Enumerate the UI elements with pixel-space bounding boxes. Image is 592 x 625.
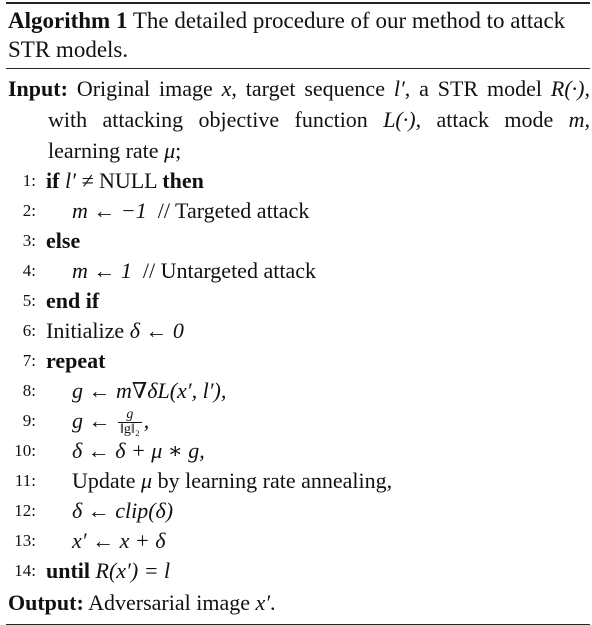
input-spec <box>6 69 590 166</box>
input-text: , with attacking objective function <box>48 76 590 132</box>
algorithm-lines <box>6 166 590 586</box>
output-text: Adversarial image <box>88 590 256 615</box>
fraction-numerator: g <box>118 408 142 423</box>
input-text: , a STR model <box>404 76 551 101</box>
algo-line-3 <box>6 226 590 256</box>
math-expr: m ← 1 <box>72 258 132 283</box>
math-expr: g ← <box>72 408 116 433</box>
line-number: 1: <box>22 171 36 190</box>
fraction-denominator: ‖g‖₂ <box>120 422 140 438</box>
line-number: 6: <box>22 321 36 340</box>
algo-line-1 <box>6 166 590 196</box>
keyword: end if <box>46 288 100 313</box>
input-text: , attack mode <box>415 107 569 132</box>
line-number: 5: <box>22 291 36 310</box>
algo-line-12 <box>6 496 590 526</box>
caption-label: Algorithm 1 <box>8 8 128 33</box>
algo-line-10 <box>6 436 590 466</box>
line-number: 14: <box>14 561 36 580</box>
math-expr: m ← −1 <box>72 198 147 223</box>
algorithm-caption <box>6 4 590 68</box>
line-number: 9: <box>22 411 36 430</box>
line-number: 4: <box>22 261 36 280</box>
plain-text: NULL <box>98 168 157 193</box>
caption-text: The detailed procedure of our method to attack STR models. <box>8 8 566 62</box>
input-var-mu: μ <box>164 138 176 163</box>
math-expr: g ← m∇δL(x′, l′), <box>72 378 227 403</box>
input-var-m: m <box>568 107 585 132</box>
line-number: 13: <box>14 531 36 550</box>
fraction <box>118 408 142 437</box>
output-tail: . <box>270 590 276 615</box>
input-text: ; <box>175 138 182 163</box>
algo-line-9 <box>6 406 590 436</box>
algo-line-6 <box>6 316 590 346</box>
input-text: Original image <box>76 76 222 101</box>
algo-line-2 <box>6 196 590 226</box>
output-spec <box>6 586 590 624</box>
math-expr: δ ← δ + μ ∗ g, <box>72 438 205 463</box>
input-label: Input: <box>8 76 68 101</box>
algo-line-8 <box>6 376 590 406</box>
output-var-x-prime: x′ <box>255 590 271 615</box>
output-label: Output: <box>8 590 84 615</box>
line-number: 3: <box>22 231 36 250</box>
plain-text: Update <box>72 468 142 493</box>
keyword: if <box>46 168 60 193</box>
algo-line-5 <box>6 286 590 316</box>
keyword: then <box>162 168 204 193</box>
line-number: 12: <box>14 501 36 520</box>
math-expr: μ <box>141 468 153 493</box>
comment: // Targeted attack <box>157 198 310 223</box>
keyword: else <box>46 228 81 253</box>
keyword: repeat <box>46 348 106 373</box>
line-number: 7: <box>22 351 36 370</box>
math-expr: R(x′) = l <box>95 558 171 583</box>
keyword: until <box>46 558 91 583</box>
input-var-L: L(·) <box>383 107 416 132</box>
algo-line-4 <box>6 256 590 286</box>
line-number: 8: <box>22 381 36 400</box>
input-text: , target sequence <box>231 76 394 101</box>
input-text: , learning rate <box>48 107 590 163</box>
math-expr: δ ← 0 <box>129 318 184 343</box>
input-var-x: x <box>221 76 232 101</box>
plain-text: by learning rate annealing, <box>152 468 393 493</box>
line-number: 11: <box>14 471 36 490</box>
comment: // Untargeted attack <box>142 258 316 283</box>
input-var-l-prime: l′ <box>393 76 405 101</box>
plain-text: , <box>143 408 150 433</box>
math-expr: l′ ≠ <box>64 168 99 193</box>
math-expr: δ ← clip(δ) <box>72 498 174 523</box>
algo-line-14 <box>6 556 590 586</box>
algo-line-7 <box>6 346 590 376</box>
line-number: 2: <box>22 201 36 220</box>
algorithm-block <box>6 2 590 625</box>
line-number: 10: <box>14 441 36 460</box>
plain-text: Initialize <box>46 318 130 343</box>
algo-line-11 <box>6 466 590 496</box>
algo-line-13 <box>6 526 590 556</box>
math-expr: x′ ← x + δ <box>72 528 166 553</box>
input-var-R: R(·) <box>550 76 585 101</box>
